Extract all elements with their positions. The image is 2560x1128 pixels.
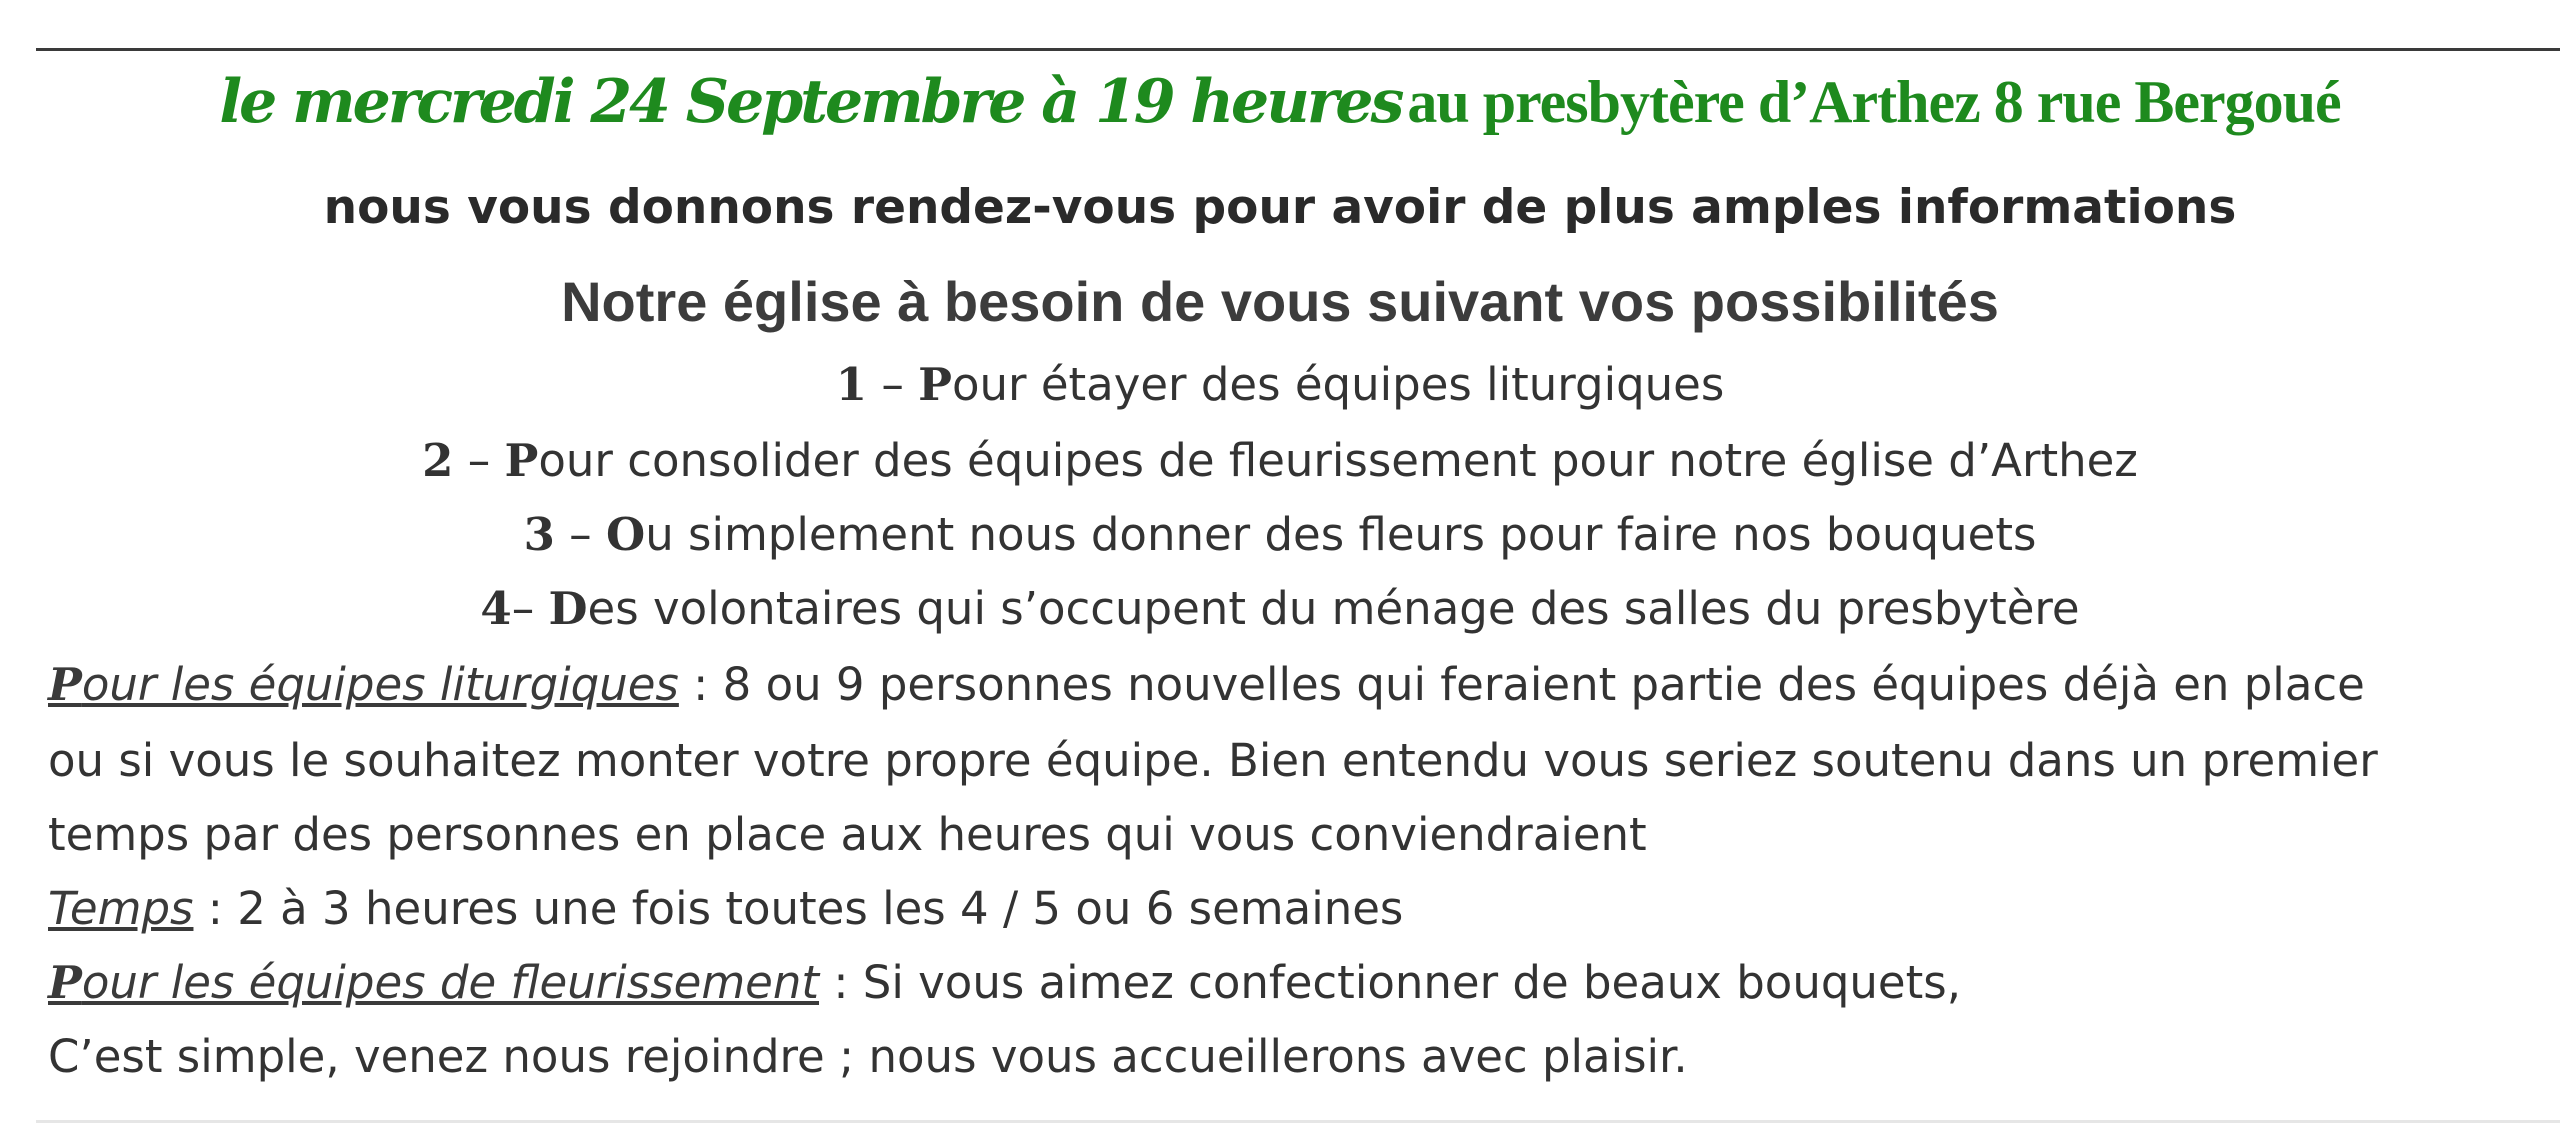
need-item-2 — [0, 432, 2560, 490]
time-label: Temps — [48, 882, 194, 935]
need-item-initial: P — [918, 358, 952, 411]
need-item-number: 3 — [523, 508, 555, 561]
need-item-1 — [0, 356, 2560, 414]
flower-teams-paragraph-line-1 — [48, 954, 1961, 1012]
church-needs-heading: Notre église à besoin de vous suivant vos possibilités — [561, 270, 1999, 333]
meetup-invitation: nous vous donnons rendez-vous pour avoir de plus amples informations — [323, 180, 2237, 235]
need-item-initial: D — [548, 582, 588, 635]
event-place: au presbytère d’Arthez 8 rue Bergoué — [1407, 69, 2341, 135]
liturgical-teams-label — [48, 658, 679, 711]
need-item-3 — [0, 506, 2560, 564]
need-item-text: our étayer des équipes liturgiques — [951, 358, 1725, 411]
need-item-number: 2 — [422, 434, 454, 487]
liturgical-label-initial: P — [48, 658, 82, 711]
time-commitment-line — [48, 880, 1403, 938]
flower-text: : Si vous aimez confectionner de beaux bouquets, — [819, 956, 1962, 1009]
liturgical-text: : 8 ou 9 personnes nouvelles qui feraient partie des équipes déjà en place — [678, 658, 2365, 711]
need-item-4 — [0, 580, 2560, 638]
flower-teams-paragraph-line-2: C’est simple, venez nous rejoindre ; nous vous accueillerons avec plaisir. — [48, 1030, 1688, 1083]
liturgical-teams-paragraph-line-1 — [48, 656, 2365, 714]
need-item-text: u simplement nous donner des fleurs pour faire nos bouquets — [645, 508, 2037, 561]
liturgical-label-rest: our les équipes liturgiques — [81, 658, 679, 711]
liturgical-teams-paragraph-line-3: temps par des personnes en place aux heures qui vous conviendraient — [48, 808, 1647, 861]
need-item-initial: O — [605, 508, 646, 561]
event-headline — [0, 66, 2560, 138]
top-divider — [36, 48, 2560, 51]
time-text: : 2 à 3 heures une fois toutes les 4 / 5 ou 6 semaines — [193, 882, 1404, 935]
need-item-initial: P — [504, 434, 539, 487]
flower-label-rest: our les équipes de fleurissement — [81, 956, 820, 1009]
bottom-divider — [36, 1120, 2560, 1123]
need-item-separator: – — [511, 582, 549, 635]
need-item-separator: – — [453, 434, 505, 487]
flower-label-initial: P — [48, 956, 82, 1009]
need-item-text: es volontaires qui s’occupent du ménage des salles du presbytère — [587, 582, 2080, 635]
need-item-text: our consolider des équipes de fleurissement pour notre église d’Arthez — [538, 434, 2138, 487]
flower-teams-label — [48, 956, 819, 1009]
need-item-number: 4 — [480, 582, 512, 635]
event-date: le mercredi 24 Septembre à 19 heures — [219, 67, 1402, 137]
need-item-separator: – — [554, 508, 606, 561]
need-item-number: 1 — [835, 358, 868, 411]
liturgical-teams-paragraph-line-2: ou si vous le souhaitez monter votre propre équipe. Bien entendu vous seriez soutenu dans un premier — [48, 734, 2378, 787]
need-item-separator: – — [867, 358, 919, 411]
